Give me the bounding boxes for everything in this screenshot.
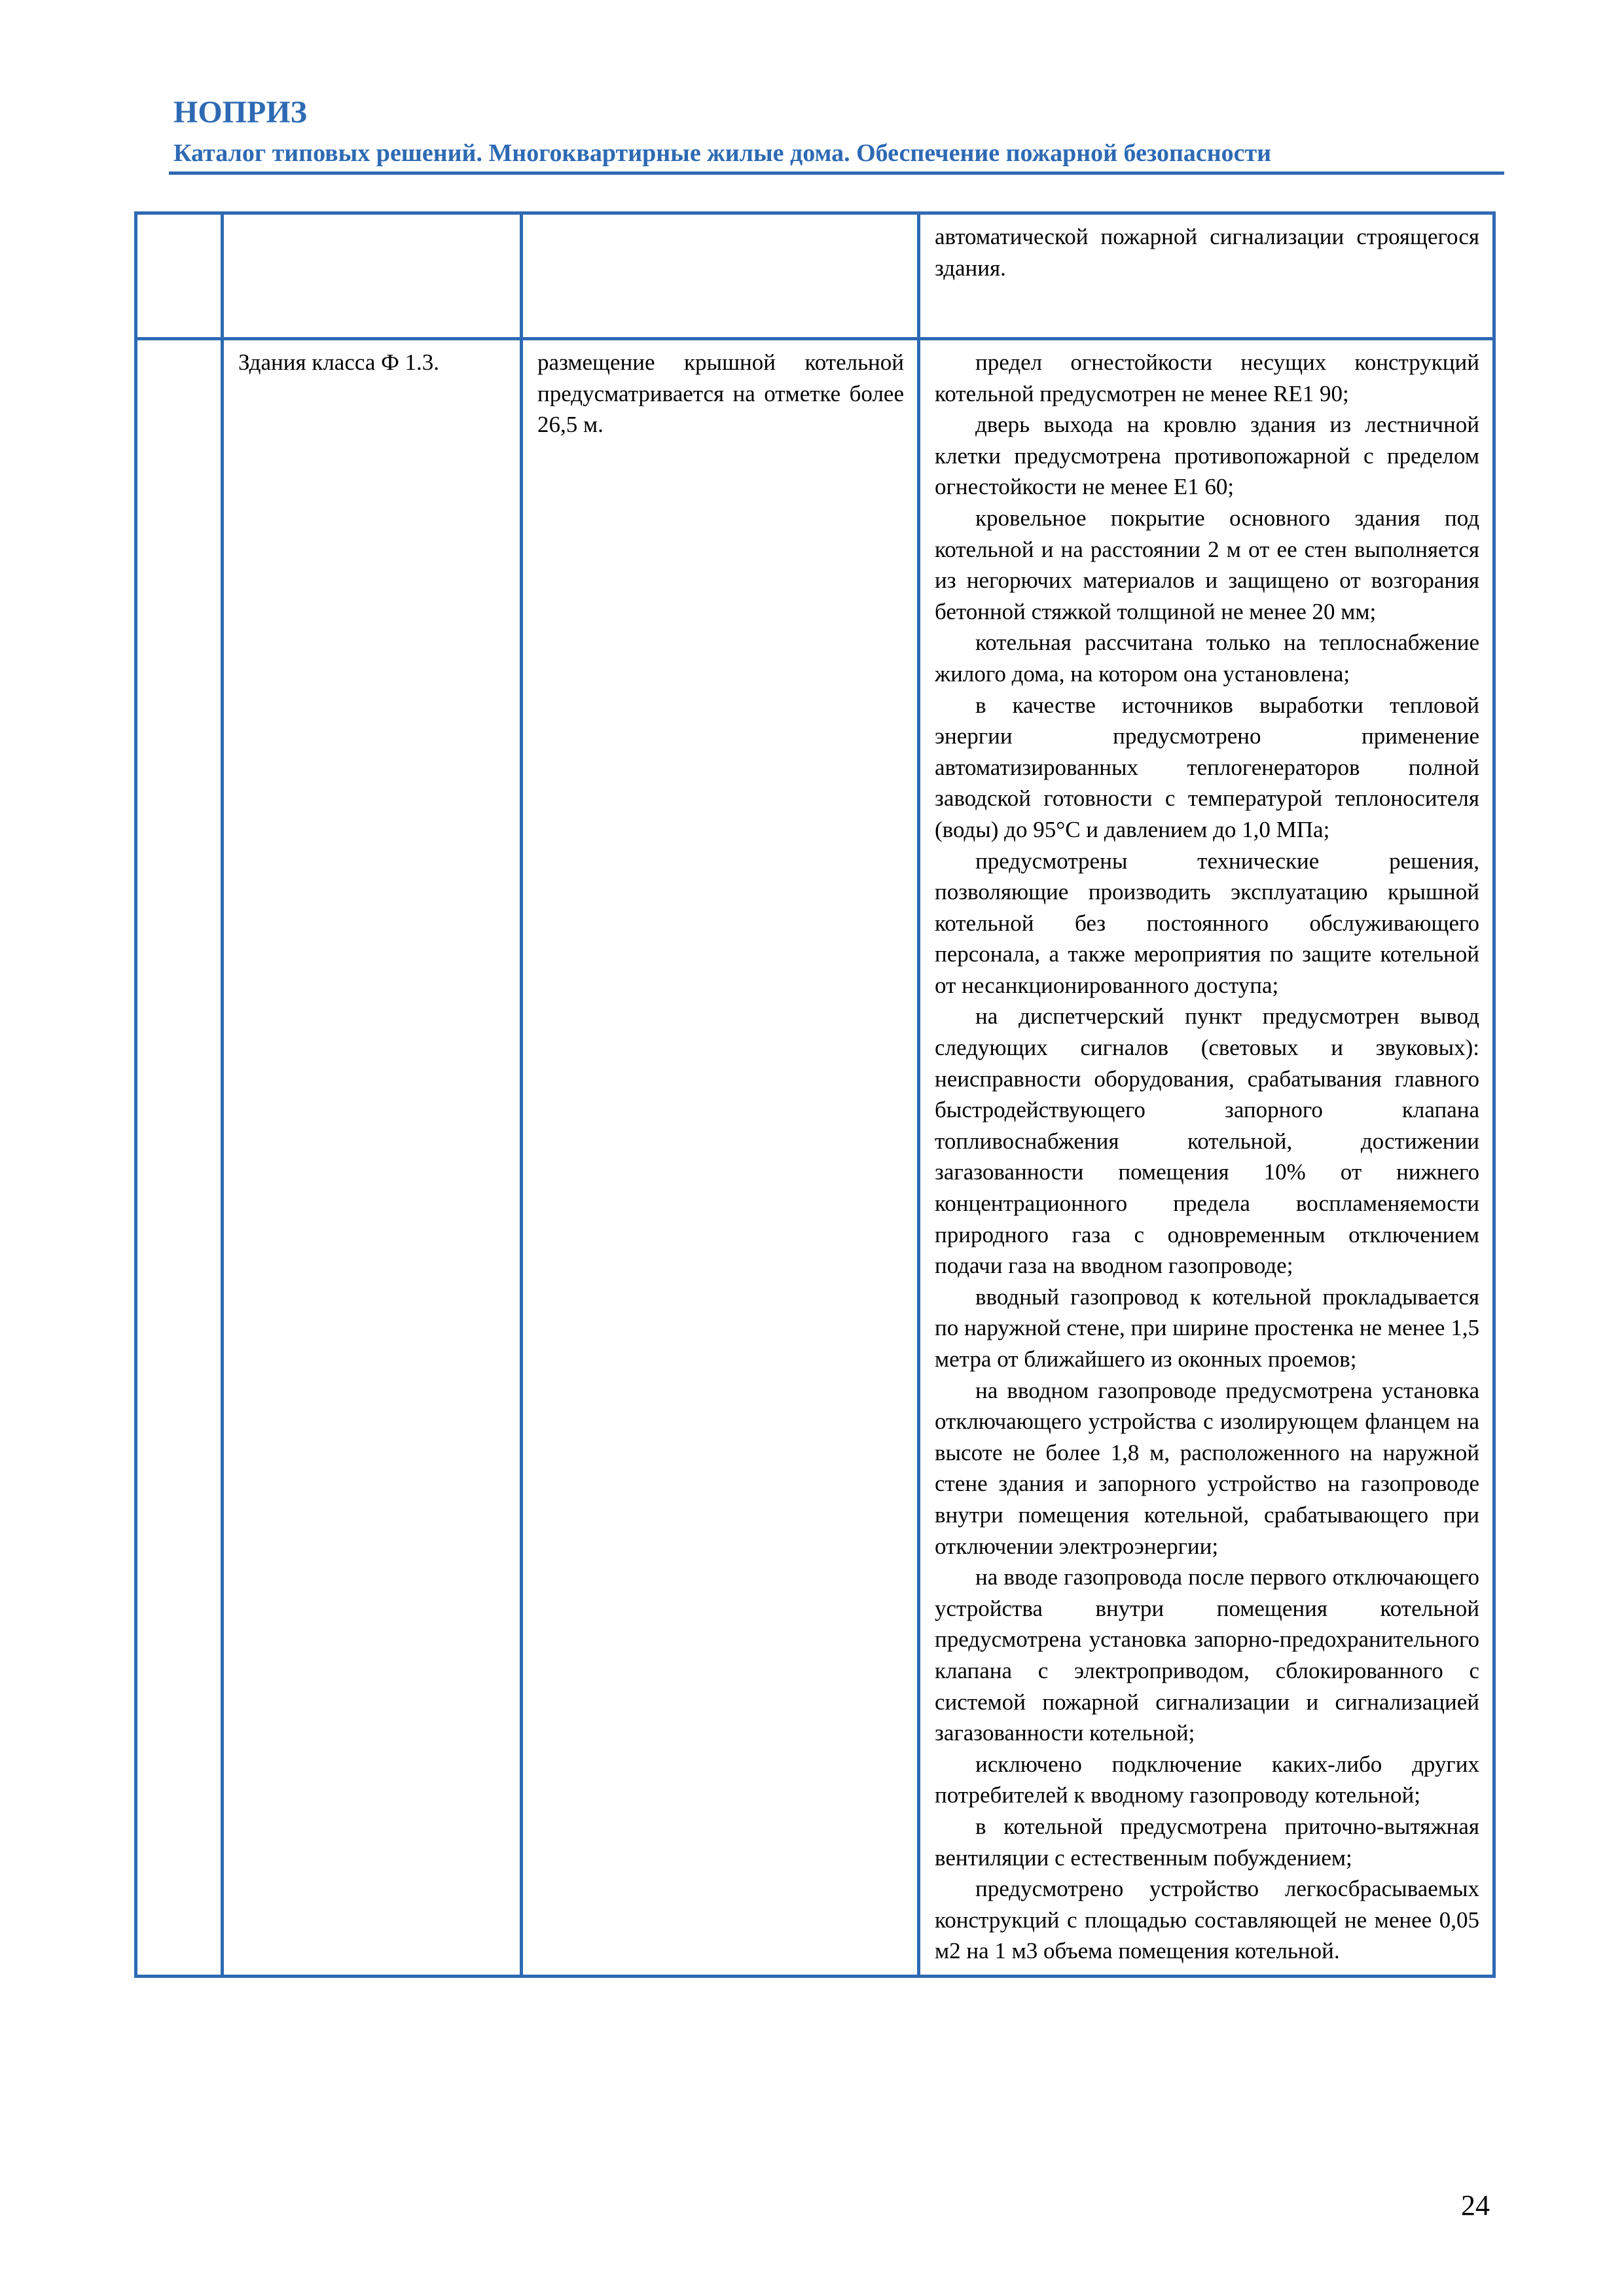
measure-paragraph: дверь выхода на кровлю здания из лестничной клетки предусмотрена противопожарной с пределом огнестойкости не менее E1 60;: [935, 412, 1479, 500]
measure-paragraph: в качестве источников выработки тепловой энергии предусмотрено применение автоматизированных теплогенераторов полной заводской готовности с температурой теплоносителя (воды) до 95°С и давлением до 1,0 МПа;: [935, 692, 1479, 842]
page-header: [173, 92, 1502, 173]
table-row: [136, 339, 1494, 1977]
measure-paragraph: на вводе газопровода после первого отключающего устройства внутри помещения котельной предусмотрена установка запорно-предохранительного клапана с электроприводом, сблокированного с системой пожарной сигнализации и сигнализацией загазованности котельной;: [935, 1564, 1479, 1746]
table-cell-number: [136, 339, 223, 1977]
measure-paragraph: в котельной предусмотрена приточно-вытяжная вентиляции с естественным побуждением;: [935, 1813, 1479, 1871]
table-cell-building-class: [223, 213, 522, 339]
measure-paragraph: предусмотрено устройство легкосбрасываемых конструкций с площадью составляющей не менее 0,05 м2 на 1 м3 объема помещения котельной.: [935, 1876, 1479, 1964]
header-divider: [169, 171, 1504, 175]
table-cell-measures: [919, 339, 1494, 1977]
document-subtitle: Каталог типовых решений. Многоквартирные жилые дома. Обеспечение пожарной безопасности: [173, 139, 1272, 167]
table-cell-condition: [522, 213, 919, 339]
table-cell-building-class: Здания класса Ф 1.3.: [223, 339, 522, 1977]
measure-paragraph: кровельное покрытие основного здания под котельной и на расстоянии 2 м от ее стен выполняется из негорючих материалов и защищено от возгорания бетонной стяжкой толщиной не менее 20 мм;: [935, 505, 1479, 624]
table-cell-number: [136, 213, 223, 339]
measure-paragraph: на диспетчерский пункт предусмотрен вывод следующих сигналов (световых и звуковых): неисправности оборудования, срабатывания главного быстродействующего запорного клапана топливоснабжения котельной, достижении загазованности помещения 10% от нижнего концентрационного предела воспламеняемости природного газа с одновременным отключением подачи газа на вводном газопроводе;: [935, 1003, 1479, 1279]
measure-paragraph: автоматической пожарной сигнализации строящегося здания.: [935, 224, 1479, 281]
table-row: [136, 213, 1494, 339]
measure-paragraph: на вводном газопроводе предусмотрена установка отключающего устройства с изолирующем фланцем на высоте не более 1,8 м, расположенного на наружной стене здания и запорного устройство на газопроводе внутри помещения котельной, срабатывающего при отключении электроэнергии;: [935, 1377, 1479, 1559]
measure-paragraph: вводный газопровод к котельной прокладывается по наружной стене, при ширине простенка не менее 1,5 метра от ближайшего из оконных проемов;: [935, 1283, 1479, 1372]
measure-paragraph: предел огнестойкости несущих конструкций котельной предусмотрен не менее RE1 90;: [935, 350, 1479, 406]
measure-paragraph: исключено подключение каких-либо других потребителей к вводному газопроводу котельной;: [935, 1751, 1479, 1808]
requirements-table: [134, 211, 1496, 1978]
org-title: НОПРИЗ: [173, 95, 307, 130]
page-number: 24: [1461, 2189, 1490, 2221]
table-cell-measures: [919, 213, 1494, 339]
table-cell-condition: размещение крышной котельной предусматривается на отметке более 26,5 м.: [522, 339, 919, 1977]
measure-paragraph: котельная рассчитана только на теплоснабжение жилого дома, на котором она установлена;: [935, 630, 1479, 687]
measure-paragraph: предусмотрены технические решения, позволяющие производить эксплуатацию крышной котельной без постоянного обслуживающего персонала, а также мероприятия по защите котельной от несанкционированного доступа;: [935, 848, 1479, 998]
